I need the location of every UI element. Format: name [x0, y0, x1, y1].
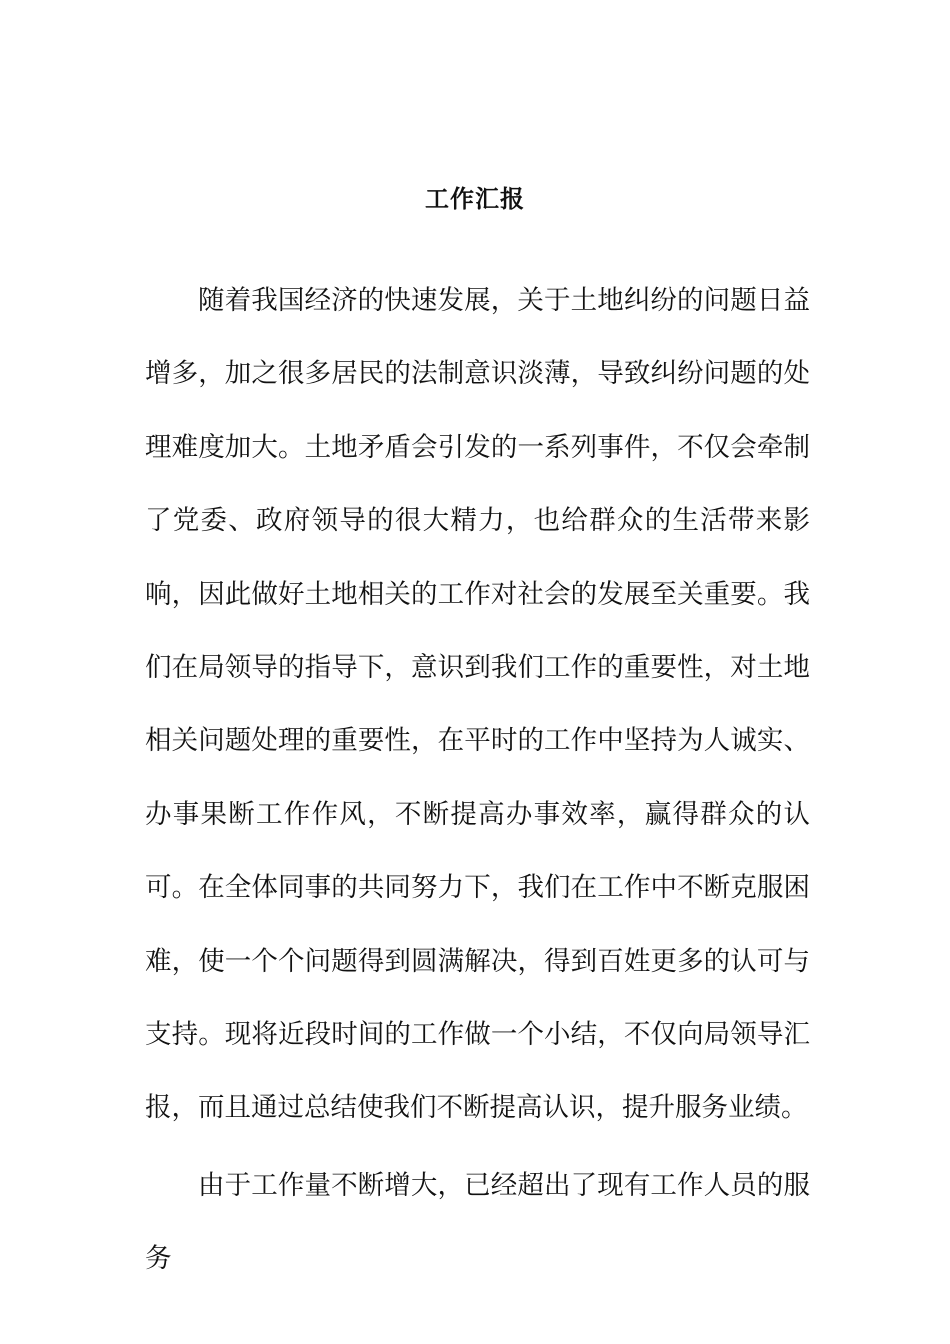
- paragraph: 由于工作量不断增大，已经超出了现有工作人员的服务: [145, 1170, 810, 1275]
- paragraph: 随着我国经济的快速发展，关于土地纠纷的问题日益增多，加之很多居民的法制意识淡薄，导致纠纷问题的处理难度加大。土地矛盾会引发的一系列事件，不仅会牵制了党委、政府领导的很大精力，也给群众的生活带来影响，因此做好土地相关的工作对社会的发展至关重要。我们在局领导的指导下，意识到我们工作的重要性，对土地相关问题处理的重要性，在平时的工作中坚持为人诚实、办事果断工作作风，不断提高办事效率，赢得群众的认可。在全体同事的共同努力下，我们在工作中不断克服困难，使一个个问题得到圆满解决，得到百姓更多的认可与支持。现将近段时间的工作做一个小结，不仅向局领导汇报，而且通过总结使我们不断提高认识，提升服务业绩。: [145, 285, 810, 1124]
- document-title: 工作汇报: [425, 184, 525, 213]
